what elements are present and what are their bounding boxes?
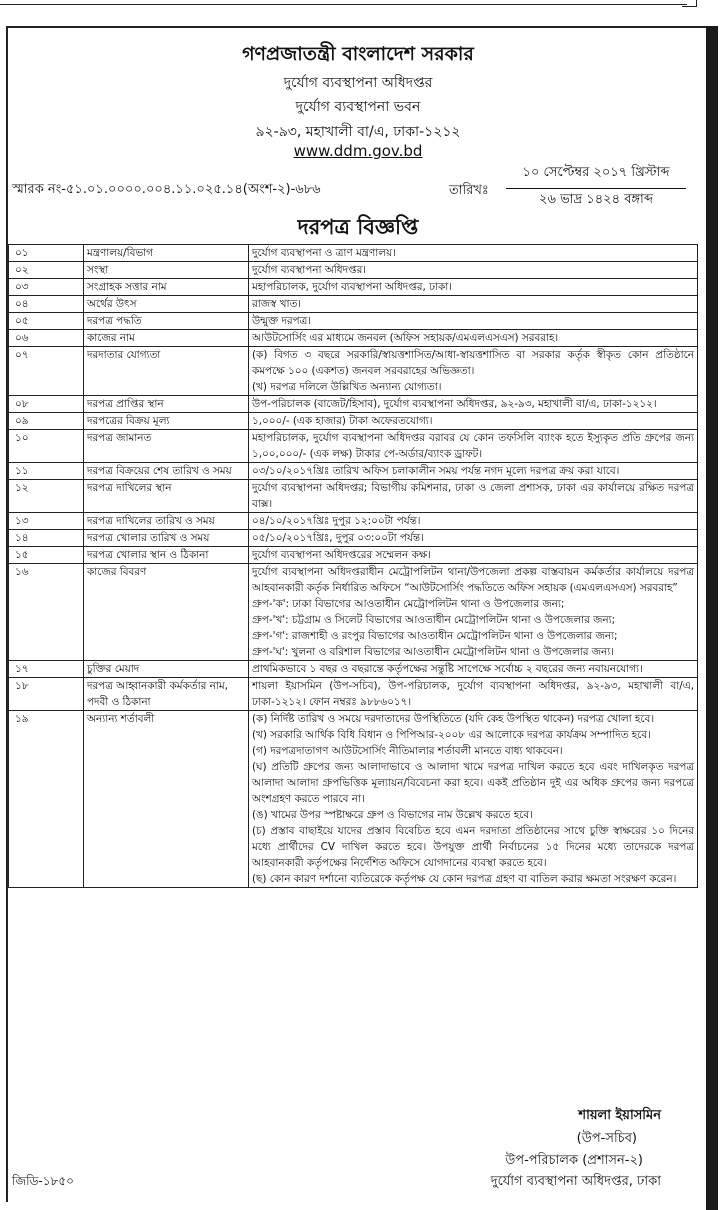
date-gregorian: ১০ সেপ্টেম্বর ২০১৭ খ্রিস্টাব্দ xyxy=(506,163,686,189)
date-bangla: ২৬ ভাদ্র ১৪২৪ বঙ্গাব্দ xyxy=(539,192,653,207)
notice-title: দরপত্র বিজ্ঞপ্তি xyxy=(297,215,419,239)
row-number: ১৯ xyxy=(9,711,84,888)
value-line: উপ-পরিচালক (বাজেট/হিসাব), দুর্যোগ ব্যবস্থাপনা অধিদপ্তর, ৯২-৯৩, মহাখালী বা/এ, ঢাকা-১২১২। xyxy=(252,398,657,410)
building-name: দুর্যোগ ব্যবস্থাপনা ভবন xyxy=(295,99,421,115)
row-number: ০৮ xyxy=(9,396,84,413)
value-line: মহাপরিচালক, দুর্যোগ ব্যবস্থাপনা অধিদপ্তর, ঢাকা। xyxy=(252,281,453,293)
row-label: দরপত্র আহ্বানকারী কর্মকর্তার নাম, পদবী ও ঠিকানা xyxy=(84,678,249,711)
row-number: ০২ xyxy=(9,262,84,279)
value-line: (খ) সরকারি আর্থিক বিধি বিধান ও পিপিআর-২০০৮ এর আলোকে দরপত্র কার্যক্রম সম্পাদিত হবে। xyxy=(252,729,651,741)
table-row xyxy=(9,564,698,661)
row-label: কাজের বিবরণ xyxy=(84,564,249,661)
table-row xyxy=(9,245,698,262)
value-line: উন্মুক্ত দরপত্র। xyxy=(252,315,311,327)
row-label: অন্যান্য শর্তাবলী xyxy=(84,711,249,888)
row-value xyxy=(249,480,698,513)
gd-code: জিডি-১৮৫০ xyxy=(12,1174,74,1188)
row-value xyxy=(249,513,698,530)
signatory-rank: (উপ-সচিব) xyxy=(576,1131,637,1146)
tender-table xyxy=(8,244,698,888)
row-label: দরপত্র জামানত xyxy=(84,430,249,463)
row-label: মন্ত্রণালয়/বিভাগ xyxy=(84,245,249,262)
row-value xyxy=(249,313,698,330)
table-row xyxy=(9,513,698,530)
government-title: গণপ্রজাতন্ত্রী বাংলাদেশ সরকার xyxy=(242,43,474,65)
office-address: ৯২-৯৩, মহাখালী বা/এ, ঢাকা-১২১২ xyxy=(255,124,461,140)
table-row xyxy=(9,547,698,564)
table-row xyxy=(9,661,698,678)
value-line: আউটসোর্সিং এর মাধ্যমে জনবল (অফিস সহায়ক/এমএলএসএস) সরবরাহ। xyxy=(252,332,559,344)
table-row xyxy=(9,347,698,396)
table-row xyxy=(9,262,698,279)
row-number: ০৭ xyxy=(9,347,84,396)
value-line: রাজস্ব খাত। xyxy=(252,298,302,310)
value-line: গ্রুপ-'ক': ঢাকা বিভাগের আওতাধীন মেট্রোপলিটন থানা ও উপজেলার জন্য; xyxy=(252,598,565,610)
table-row xyxy=(9,678,698,711)
row-label: দরপত্র দাখিলের তারিখ ও সময় xyxy=(84,513,249,530)
value-line: ০৩/১০/২০১৭খ্রিঃ তারিখ অফিস চলাকালীন সময় পর্যন্ত নগদ মূল্যে দরপত্র ক্রয় করা যাবে। xyxy=(252,465,620,477)
row-label: দরপত্র পদ্ধতি xyxy=(84,313,249,330)
value-line: গ্রুপ-'ঘ': খুলনা ও বরিশাল বিভাগের আওতাধীন মেট্রোপলিটন থানা ও উপজেলার জন্য। xyxy=(252,646,614,658)
memo-reference: স্মারক নং-৫১.০১.০০০০.০০৪.১১.০২৫.১৪(অংশ-২)-৬৮৬ xyxy=(12,182,321,197)
row-number: ১৪ xyxy=(9,530,84,547)
value-line: দুর্যোগ ব্যবস্থাপনা ও ত্রাণ মন্ত্রণালয়। xyxy=(252,247,396,259)
signatory-designation: উপ-পরিচালক (প্রশাসন-২) xyxy=(505,1153,643,1168)
row-value xyxy=(249,661,698,678)
row-value xyxy=(249,678,698,711)
value-line: প্রাথমিকভাবে ১ বছর ও বছরান্তে কর্তৃপক্ষের সন্তুষ্টি সাপেক্ষে সর্বোচ্চ ২ বছরের জন্য নবায়নযোগ্য। xyxy=(252,663,643,675)
value-line: (ক) নির্দিষ্ট তারিখ ও সময়ে দরদাতাদের উপস্থিতিতে (যদি কেহ উপস্থিত থাকেন) দরপত্র খোলা হবে। xyxy=(252,713,655,725)
row-label: সংস্থা xyxy=(84,262,249,279)
row-number: ১৮ xyxy=(9,678,84,711)
scan-edge-shadow xyxy=(706,26,718,1210)
row-number: ১২ xyxy=(9,480,84,513)
value-line: (ঘ) প্রতিটি গ্রুপের জন্য আলাদাভাবে ও আলাদা খামে দরপত্র দাখিল করতে হবে এবং দাখিলকৃত দরপত্র আলাদা আলাদা গ্রুপভিত্তিক মূল্যায়ন/বিবেচনা করা হবে। একই প্রতিষ্ঠান দুই এর অধিক গ্রুপের জন্য দরপত্রে অংশগ্রহণ করতে পারবে না। xyxy=(252,761,694,805)
row-number: ১৩ xyxy=(9,513,84,530)
row-label: দরদাতার যোগ্যতা xyxy=(84,347,249,396)
row-number: ০৯ xyxy=(9,413,84,430)
row-number: ১৫ xyxy=(9,547,84,564)
value-line: (খ) দরপত্র দলিলে উল্লিখিত অন্যান্য যোগ্যতা। xyxy=(252,381,442,393)
row-value xyxy=(249,564,698,661)
table-row xyxy=(9,330,698,347)
row-label: অর্থের উৎস xyxy=(84,296,249,313)
row-label: সংগ্রাহক সত্তার নাম xyxy=(84,279,249,296)
department-name: দুর্যোগ ব্যবস্থাপনা অধিদপ্তর xyxy=(283,75,433,91)
row-number: ১৬ xyxy=(9,564,84,661)
row-label: দরপত্রের বিক্রয় মূল্য xyxy=(84,413,249,430)
row-value xyxy=(249,413,698,430)
table-row xyxy=(9,530,698,547)
value-line: দুর্যোগ ব্যবস্থাপনা অধিদপ্তরাধীন মেট্রোপলিটন থানা/উপজেলা প্রকল্প বাস্তবায়ন কর্মকর্তার কার্যালয়ে দরপত্র আহবানকারী কর্তৃক নির্ধারিত অফিসে “আউটসোর্সিং পদ্ধতিতে অফিস সহায়ক (এমএলএসএস) সরবরাহ” xyxy=(252,566,694,594)
value-line: (ছ) কোন কারণ দর্শানো ব্যতিরেকে কর্তৃপক্ষ যে কোন দরপত্র গ্রহণ বা বাতিল করার ক্ষমতা সংরক্ষণ করেন। xyxy=(252,873,677,885)
signatory-name: শায়লা ইয়াসমিন xyxy=(578,1108,661,1123)
value-line: শায়লা ইয়াসমিন (উপ-সচিব), উপ-পরিচালক, দুর্যোগ ব্যবস্থাপনা অধিদপ্তর, ৯২-৯৩, মহাখালী বা/এ, ঢাকা-১২১২। ফোন নম্বরঃ ৯৮৮৬০১৭। xyxy=(252,680,694,708)
table-row xyxy=(9,463,698,480)
signatory-office: দুর্যোগ ব্যবস্থাপনা অধিদপ্তর, ঢাকা xyxy=(490,1174,661,1189)
value-line: মহাপরিচালক, দুর্যোগ ব্যবস্থাপনা অধিদপ্তর বরাবর যে কোন তফসিলি ব্যাংক হতে ইস্যুকৃত প্রতি গ্রুপের জন্য ১,০০,০০০/- (এক লক্ষ) টাকার পে-অর্ডার/ব্যাংক ড্রাফট। xyxy=(252,432,694,460)
table-row xyxy=(9,313,698,330)
value-line: (ক) বিগত ৩ বছরে সরকারি/স্বায়ত্তশাসিত/আধা-স্বায়ত্তশাসিত বা সরকার কর্তৃক স্বীকৃত কোন প্রতিষ্ঠানে কমপক্ষে ১০০ (একশত) জনবল সরবরাহের অভিজ্ঞতা। xyxy=(252,349,694,377)
row-label: দরপত্র খোলার স্থান ও ঠিকানা xyxy=(84,547,249,564)
row-value xyxy=(249,547,698,564)
value-line: ১,০০০/- (এক হাজার) টাকা অফেরতযোগ্য। xyxy=(252,415,433,427)
table-row xyxy=(9,480,698,513)
table-row xyxy=(9,413,698,430)
row-value xyxy=(249,347,698,396)
value-line: (চ) প্রস্তাব বাছাইয়ে যাদের প্রস্তাব বিবেচিত হবে এমন দরদাতা প্রতিষ্ঠানের সাথে চুক্তি স্বাক্ষরের ১০ দিনের মধ্যে প্রার্থীদের CV দাখিল করতে হবে। উপযুক্ত প্রার্থী নির্বাচনের ১৫ দিনের মধ্যে তাদেরকে দরপত্র আহবানকারী কর্তৃপক্ষের নির্দেশিত অফিসে যোগদানের ব্যবস্থা করতে হবে। xyxy=(252,825,694,869)
value-line: দুর্যোগ ব্যবস্থাপনা অধিদপ্তর। xyxy=(252,264,367,276)
row-label: দরপত্র বিক্রয়ের শেষ তারিখ ও সময় xyxy=(84,463,249,480)
top-border xyxy=(0,0,727,8)
row-value xyxy=(249,463,698,480)
value-line: ০৪/১০/২০১৭খ্রিঃ দুপুর ১২:০০টা পর্যন্ত। xyxy=(252,515,421,527)
date-label: তারিখঃ xyxy=(449,183,489,198)
row-value xyxy=(249,330,698,347)
row-value xyxy=(249,296,698,313)
row-number: ১১ xyxy=(9,463,84,480)
table-row xyxy=(9,396,698,413)
value-line: গ্রুপ-'খ': চট্টগ্রাম ও সিলেট বিভাগের আওতাধীন মেট্রোপলিটন থানা ও উপজেলার জন্য; xyxy=(252,614,616,626)
website-link[interactable]: www.ddm.gov.bd xyxy=(293,142,423,160)
row-number: ১০ xyxy=(9,430,84,463)
value-line: দুর্যোগ ব্যবস্থাপনা অধিদপ্তরের সম্মেলন কক্ষ। xyxy=(252,549,431,561)
value-line: দুর্যোগ ব্যবস্থাপনা অধিদপ্তর; বিভাগীয় কমিশনার, ঢাকা ও জেলা প্রশাসক, ঢাকা এর কার্যালয়ে রক্ষিত দরপত্র বাক্স। xyxy=(252,482,694,510)
row-label: কাজের নাম xyxy=(84,330,249,347)
row-value xyxy=(249,430,698,463)
row-number: ০৫ xyxy=(9,313,84,330)
row-value xyxy=(249,279,698,296)
value-line: (ঙ) খামের উপর স্পষ্টাক্ষরে গ্রুপ ও বিভাগের নাম উল্লেখ করতে হবে। xyxy=(252,809,533,821)
table-row xyxy=(9,430,698,463)
row-number: ১৭ xyxy=(9,661,84,678)
table-row xyxy=(9,296,698,313)
row-value xyxy=(249,262,698,279)
row-number: ০৪ xyxy=(9,296,84,313)
row-label: দরপত্র খোলার তারিখ ও সময় xyxy=(84,530,249,547)
value-line: গ্রুপ-'গ': রাজশাহী ও রংপুর বিভাগের আওতাধীন মেট্রোপলিটন থানা ও উপজেলার জন্য; xyxy=(252,630,618,642)
table-row xyxy=(9,711,698,888)
row-number: ০৬ xyxy=(9,330,84,347)
row-label: দরপত্র প্রাপ্তির স্থান xyxy=(84,396,249,413)
table-row xyxy=(9,279,698,296)
row-label: দরপত্র দাখিলের স্থান xyxy=(84,480,249,513)
row-value xyxy=(249,530,698,547)
value-line: (গ) দরপত্রদাতাগণ আউটসোর্সিং নীতিমালার শর্তাবলী মানতে বাধ্য থাকবেন। xyxy=(252,745,563,757)
row-number: ০১ xyxy=(9,245,84,262)
value-line: ০৫/১০/২০১৭খ্রিঃ, দুপুর ০৩:০০টা পর্যন্ত। xyxy=(252,532,424,544)
row-value xyxy=(249,396,698,413)
row-value xyxy=(249,711,698,888)
row-label: চুক্তির মেয়াদ xyxy=(84,661,249,678)
row-value xyxy=(249,245,698,262)
row-number: ০৩ xyxy=(9,279,84,296)
